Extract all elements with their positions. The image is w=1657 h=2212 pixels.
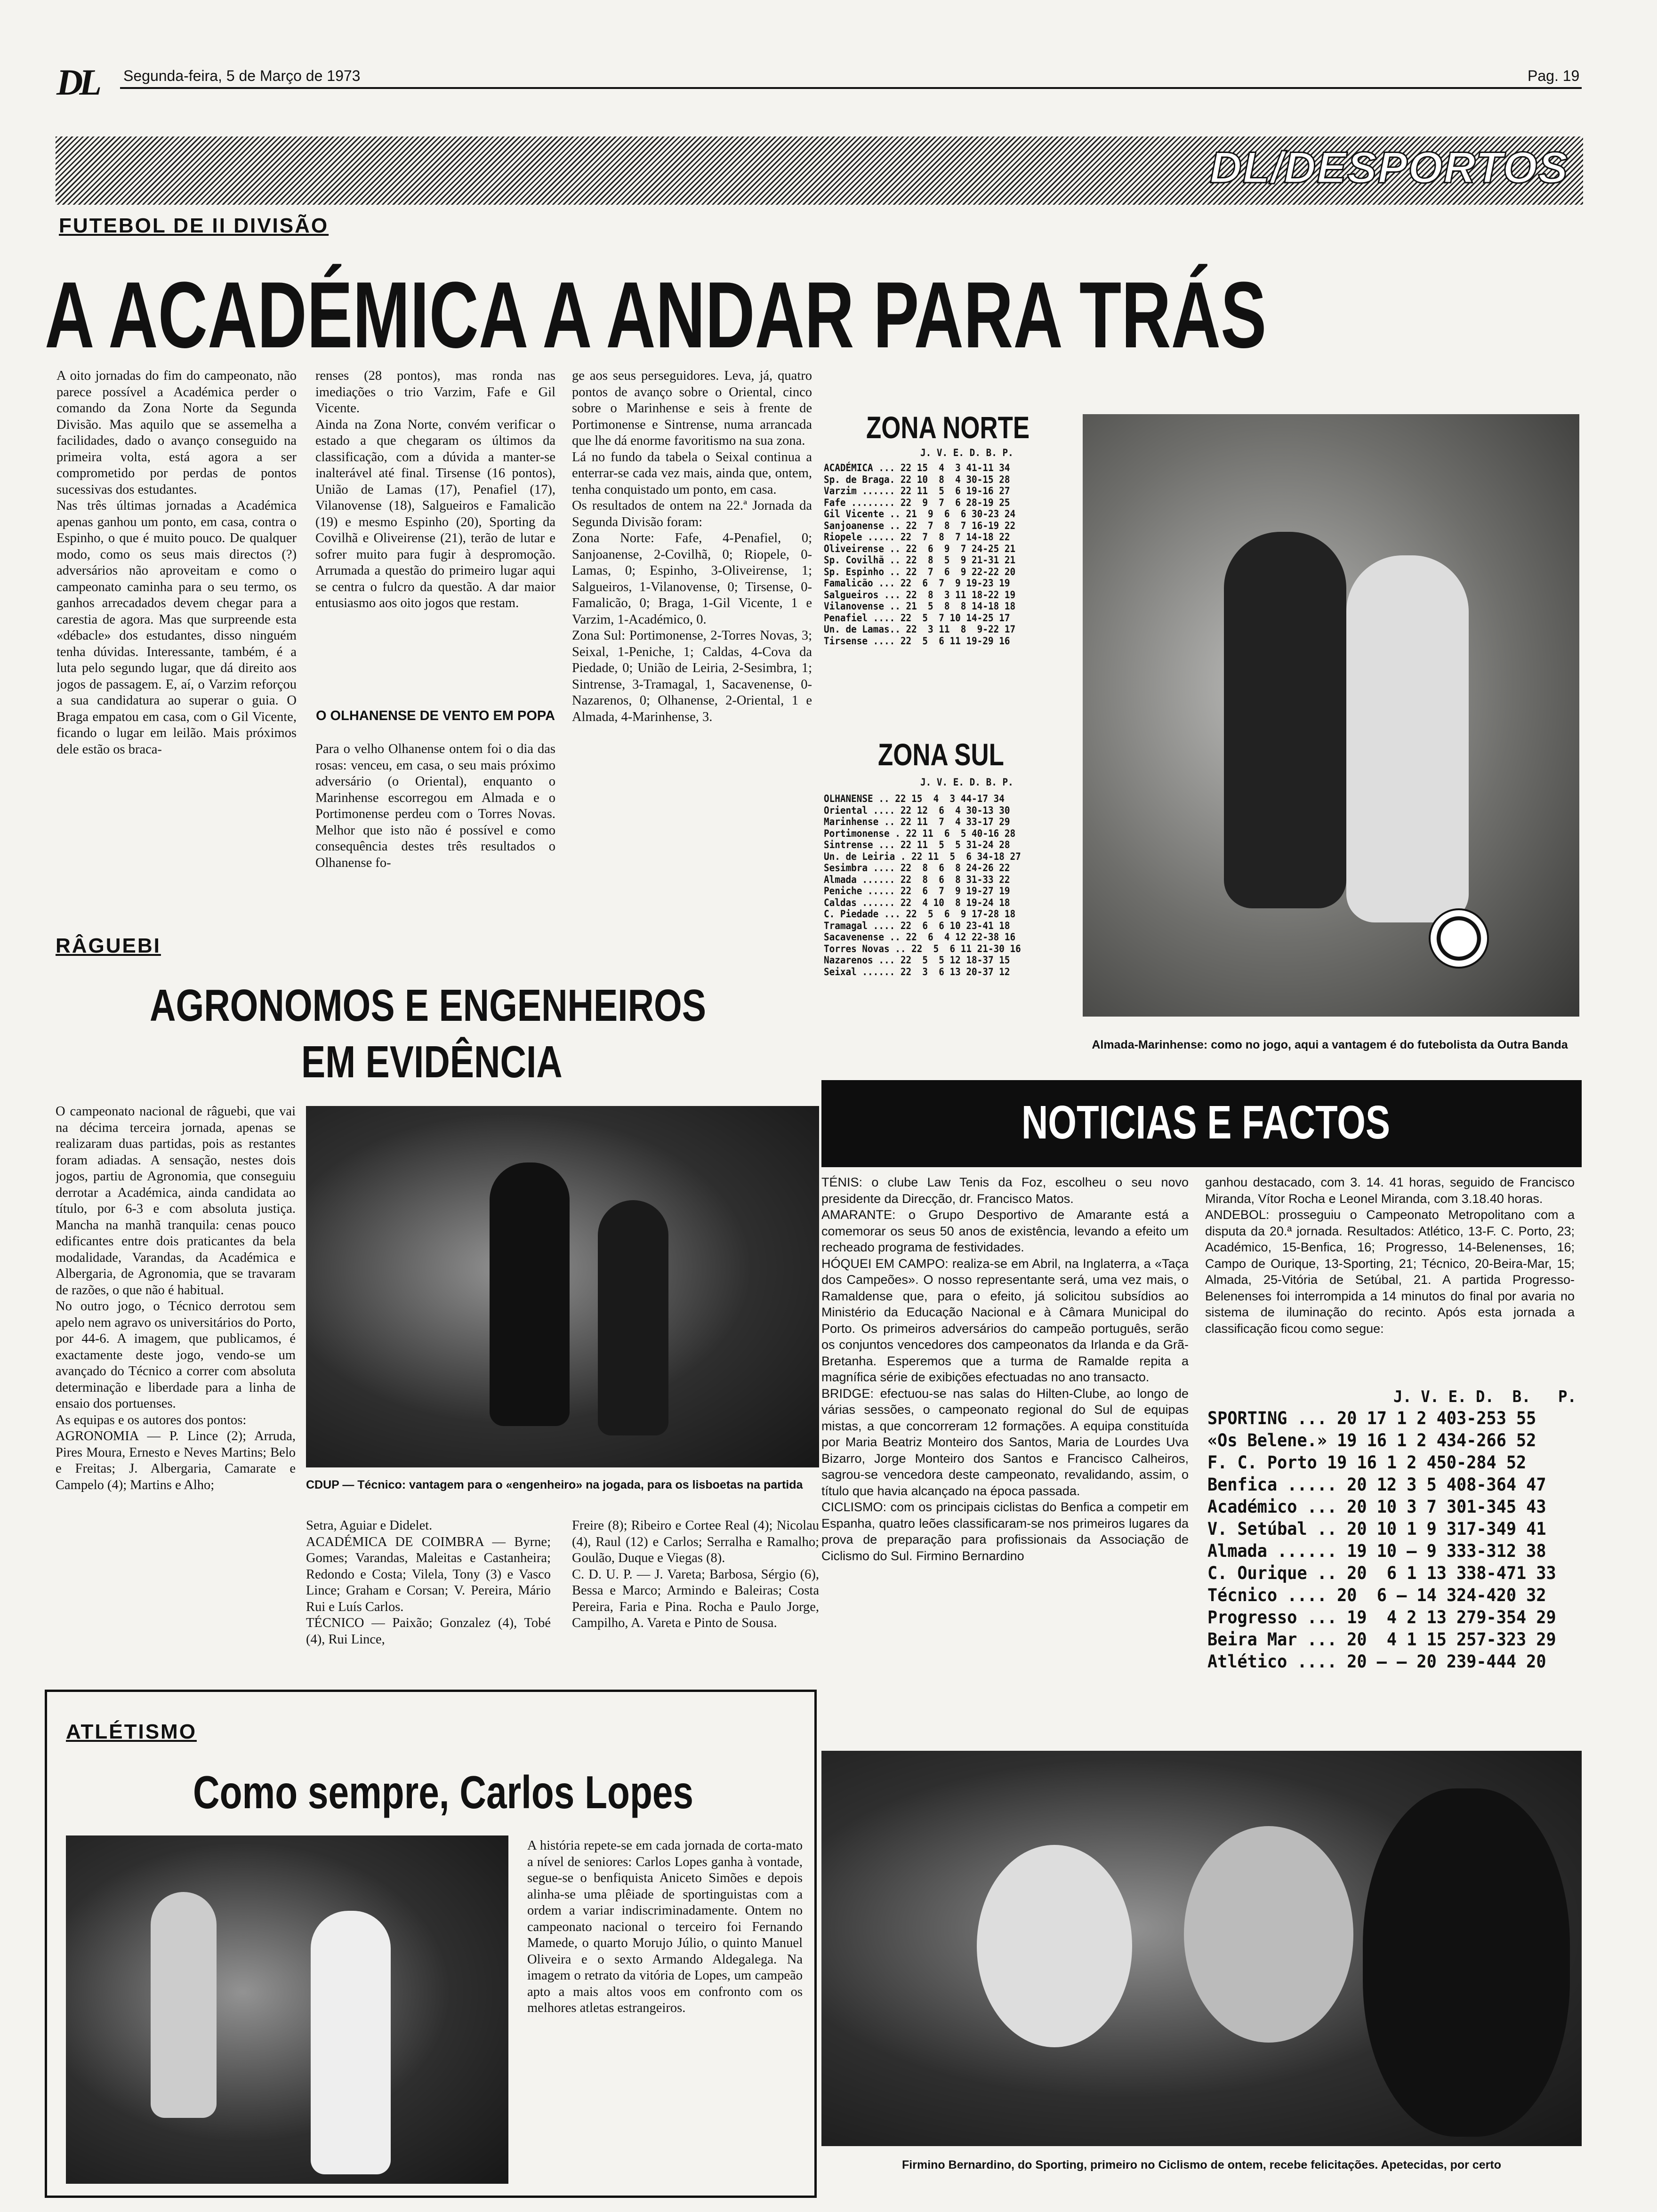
- table-row: Salgueiros ... 22 8 3 11 18-22 19: [824, 589, 1016, 601]
- article-raguebi-col1: O campeonato nacional de râguebi, que vai na décima terceira jornada, apenas se realizaram duas partidas, pois as restantes foram adiadas. A sensação, nestes dois jogos, partiu de Agronomia, que conseguiu derrotar a Académica, ainda candidata ao título, por 6-3 e com absoluta justiça. Mancha na manhã tranquila: cenas pouco edificantes entre dois praticantes da bela modalidade, Varandas, da Académica e Albergaria, de Agronomia, que se travaram de razões, o que não é habitual. No outro jogo, o Técnico derrotou sem apelo nem agravo os universitários do Porto, por 44-6. A imagem, que publicamos, é exactamente deste jogo, vendo-se um avançado do Técnico a correr com absoluta determinação e liberdade para a linha de ensaio dos portuenses. As equipas e os autores dos pontos: AGRONOMIA — P. Lince (2); Arruda, Pires Moura, Ernesto e Neves Martins; Belo e Freitas; J. Albergaria, Camarate e Campelo (4); Martins e Alho;: [56, 1104, 296, 1492]
- table-row: Un. de Leiria . 22 11 5 6 34-18 27: [824, 850, 1021, 862]
- headline-evidencia: EM EVIDÊNCIA: [301, 1037, 563, 1087]
- section-label-atletismo: ATLÉTISMO: [66, 1720, 197, 1743]
- table-row: Sp. Covilhã .. 22 8 5 9 21-31 21: [824, 554, 1016, 566]
- table-row: C. Ourique .. 20 6 1 13 338-471 33: [1207, 1563, 1556, 1583]
- table-row: Sacavenense .. 22 6 4 12 22-38 16: [824, 931, 1016, 943]
- section-label-futebol: FUTEBOL DE II DIVISÃO: [59, 214, 329, 237]
- photo-rugby-caption: CDUP — Técnico: vantagem para o «engenheiro» na jogada, para os lisboetas na partida: [306, 1478, 803, 1491]
- table-row: Benfica ..... 20 12 3 5 408-364 47: [1207, 1475, 1546, 1495]
- photo-cycling-caption: Firmino Bernardino, do Sporting, primeiro no Ciclismo de ontem, recebe felicitações. Apetecidas, por certo: [902, 2158, 1501, 2172]
- desportos-banner-label: DL/DESPORTOS: [1210, 143, 1569, 192]
- header-rule: [120, 87, 1582, 89]
- zona-norte-header: J. V. E. D. B. P.: [920, 447, 1014, 458]
- table-row: Beira Mar ... 20 4 1 15 257-323 29: [1207, 1629, 1556, 1650]
- football-player-shape-2: [1346, 555, 1469, 922]
- table-row: OLHANENSE .. 22 15 4 3 44-17 34: [824, 793, 1005, 804]
- table-row: V. Setúbal .. 20 10 1 9 317-349 41: [1207, 1519, 1546, 1539]
- article-raguebi-col3: Freire (8); Ribeiro e Cortee Real (4); Nicolau (4), Raul (12) e Carlos; Serralha e Ramalho; Goulão, Duque e Viegas (8). C. D. U. P. — J. Vareta; Barbosa, Sérgio (6), Bessa e Marco; Armindo e Baleiras; Costa Pereira, Faria e Pina. Rocha e Paulo Jorge, Campilho, A. Vareta e Pinto de Sousa.: [572, 1518, 819, 1630]
- subhead-olhanense: O OLHANENSE DE VENTO EM POPA: [315, 708, 555, 723]
- photo-football-match: [1083, 414, 1579, 1017]
- table-row: Portimonense . 22 11 6 5 40-16 28: [824, 827, 1016, 839]
- headline-agronomos: AGRONOMOS E ENGENHEIROS: [150, 980, 706, 1031]
- table-row: Seixal ...... 22 3 6 13 20-37 12: [824, 966, 1010, 978]
- article-futebol-col2b: Para o velho Olhanense ontem foi o dia das rosas: venceu, em casa, o seu mais próximo adversário (o Oriental), enquanto o Marinhense escorregou em Almada e o Portimonense perdeu com o Torres Novas. Melhor que isto não é possível e como consequência destes três resultados o Olhanense fo-: [315, 742, 555, 870]
- photo-cycling-celebration: [821, 1751, 1582, 2146]
- table-row: Peniche ..... 22 6 7 9 19-27 19: [824, 885, 1010, 897]
- page-number: Pag. 19: [1528, 67, 1580, 84]
- table-row: Técnico .... 20 6 — 14 324-420 32: [1207, 1585, 1546, 1605]
- table-row: Sintrense ... 22 11 5 5 31-24 28: [824, 839, 1010, 850]
- table-row: Un. de Lamas.. 22 3 11 8 9-22 17: [824, 624, 1016, 635]
- zona-norte-title: ZONA NORTE: [866, 410, 1030, 445]
- table-row: Tramagal .... 22 6 6 10 23-41 18: [824, 920, 1010, 931]
- table-row: Oliveirense .. 22 6 9 7 24-25 21: [824, 543, 1016, 554]
- face-shape-2: [1184, 1826, 1353, 2043]
- article-futebol-col3: ge aos seus perseguidores. Leva, já, quatro pontos de avanço sobre o Oriental, cinco sobre o Marinhense e seis à frente de Portimonense e Sintrense, numa arrancada que lhe dá enorme favoritismo na sua zona. Lá no fundo da tabela o Seixal continua a enterrar-se cada vez mais, ainda que, ontem, tenha conquistado um ponto, em casa. Os resultados de ontem na 22.ª Jornada da Segunda Divisão foram: Zona Norte: Fafe, 4-Penafiel, 0; Sanjoanense, 2-Covilhã, 0; Riopele, 0-Lamas, 0; Espinho, 3-Oliveirense, 1; Salgueiros, 1-Vilanovense, 0; Tirsense, 0-Famalicão, 0; Braga, 1-Gil Vicente, 1 e Varzim, 1-Académico, 0. Zona Sul: Portimonense, 2-Torres Novas, 3; Seixal, 1-Peniche, 1; Caldas, 4-Cova da Piedade, 0; União de Leiria, 2-Sesimbra, 1; Sintrense, 3-Tramagal, 1, Sacavenense, 0-Nazarenos, 0; Olhanense, 2-Oriental, 1 e Almada, 4-Marinhense, 3.: [572, 369, 812, 724]
- runner-shape: [311, 1911, 391, 2174]
- table-row: Famalicão ... 22 6 7 9 19-23 19: [824, 577, 1010, 589]
- hair-shape: [1363, 1788, 1570, 2137]
- table-row: «Os Belene.» 19 16 1 2 434-266 52: [1207, 1430, 1536, 1451]
- table-row: Fafe ........ 22 9 7 6 28-19 25: [824, 497, 1010, 508]
- table-row: Nazarenos ... 22 5 5 12 18-37 15: [824, 954, 1010, 966]
- table-row: Gil Vicente .. 21 9 6 6 30-23 24: [824, 508, 1016, 520]
- section-label-raguebi: RÂGUEBI: [56, 934, 161, 957]
- table-row: Sp. de Braga. 22 10 8 4 30-15 28: [824, 473, 1010, 485]
- article-raguebi-col2: Setra, Aguiar e Didelet. ACADÉMICA DE COIMBRA — Byrne; Gomes; Varandas, Maleitas e Castanheira; Redondo e Costa; Vilela, Tony (3) e Vasco Lince; Graham e Corsan; V. Pereira, Mário Rui e Luís Carlos. TÉCNICO — Paixão; Gonzalez (4), Tobé (4), Rui Lince,: [306, 1518, 551, 1647]
- photo-rugby-match: [306, 1106, 819, 1467]
- zona-sul-header: J. V. E. D. B. P.: [920, 777, 1014, 788]
- page-date: Segunda-feira, 5 de Março de 1973: [123, 67, 361, 84]
- table-row: Tirsense .... 22 5 6 11 19-29 16: [824, 635, 1010, 647]
- table-row: Almada ...... 22 8 6 8 31-33 22: [824, 874, 1010, 885]
- article-atletismo-body: A história repete-se em cada jornada de corta-mato a nível de seniores: Carlos Lopes ganha à vontade, segue-se o benfiquista Aniceto Simões e depois alinha-se uma plêiade de sportinguistas com a ordem a variar indiscriminadamente. Ontem no campeonato nacional o terceiro foi Fernando Mamede, o quarto Morujo Júlio, o quinto Manuel Oliveira e o sexto Armando Aldegalega. Na imagem o retrato da vitória de Lopes, um campeão apto a mais altos voos em confronto com os melhores atletas estrangeiros.: [527, 1838, 803, 2015]
- table-row: C. Piedade ... 22 5 6 9 17-28 18: [824, 908, 1016, 920]
- table-row: F. C. Porto 19 16 1 2 450-284 52: [1207, 1452, 1527, 1473]
- article-futebol-col1: A oito jornadas do fim do campeonato, não parece possível a Académica perder o comando da Zona Norte da Segunda Divisão. Mas aquilo que se assemelha a facilidades, dado o avanço conseguido na primeira volta, está agora a ser comprometido por perdas de pontos sucessivas dos estudantes. Nas três últimas jornadas a Académica apenas ganhou um ponto, em casa, contra o Espinho, o que é muito pouco. De qualquer modo, como os seus mais directos (?) adversários não aproveitam e como o campeonato caminha para o seu termo, os ganhos arrecadados devem chegar para a carestia de agora. Mas que surpreende esta «débacle» dos estudantes, disso ninguém tenha dúvidas. Interessante, também, é a luta pelo segundo lugar, que dá direito aos jogos de passagem. E, aí, o Varzim reforçou a sua candidatura ao superar o guia. O Braga empatou em casa, com o Gil Vicente, ficando o lugar em leilão. Mais próximos dele estão os braca-: [56, 369, 297, 757]
- headline-academica: A ACADÉMICA A ANDAR PARA TRÁS: [45, 263, 1267, 368]
- headline-carlos-lopes: Como sempre, Carlos Lopes: [193, 1766, 694, 1818]
- masthead-logo: DL: [56, 62, 98, 103]
- table-row: ACADÉMICA ... 22 15 4 3 41-11 34: [824, 462, 1010, 473]
- table-row: Oriental .... 22 12 6 4 30-13 30: [824, 804, 1010, 816]
- zona-sul-table: [824, 793, 1069, 978]
- table-row: SPORTING ... 20 17 1 2 403-253 55: [1207, 1408, 1536, 1428]
- table-row: Sanjoanense .. 22 7 8 7 16-19 22: [824, 520, 1016, 531]
- table-row: Varzim ...... 22 11 5 6 19-16 27: [824, 485, 1010, 497]
- article-futebol-col2: renses (28 pontos), mas ronda nas imediações o trio Varzim, Fafe e Gil Vicente. Ainda na Zona Norte, convém verificar o estado a que chegaram os últimos da classificação, com a dúvida a manter-se inalterável até final. Tirsense (16 pontos), União de Lamas (17), Penafiel (17), Vilanovense (18), Salgueiros e Famalicão (19) e mesmo Espinho (20), Sporting da Covilhã e Oliveirense (21), terão de lutar e sofrer muito para fugir à despromoção. Arrumada a questão do primeiro lugar aqui se centra o fulcro da questão. A dar maior entusiasmo aos oito jogos que restam.: [315, 369, 555, 610]
- runner-shape-2: [151, 1892, 217, 2118]
- table-row: Vilanovense .. 21 5 8 8 14-18 18: [824, 601, 1016, 612]
- table-row: Torres Novas .. 22 5 6 11 21-30 16: [824, 943, 1021, 954]
- rugby-player-shape-2: [598, 1200, 668, 1435]
- table-row: Sp. Espinho .. 22 7 6 9 22-22 20: [824, 566, 1016, 577]
- table-row: Progresso ... 19 4 2 13 279-354 29: [1207, 1607, 1556, 1627]
- table-row: Caldas ...... 22 4 10 8 19-24 18: [824, 897, 1010, 908]
- table-row: Marinhense .. 22 11 7 4 33-17 29: [824, 816, 1010, 827]
- rugby-player-shape: [490, 1162, 570, 1426]
- table-row: Riopele ..... 22 7 8 7 14-18 22: [824, 531, 1010, 543]
- face-shape: [977, 1845, 1132, 2047]
- photo-football-caption: Almada-Marinhense: como no jogo, aqui a vantagem é do futebolista da Outra Banda: [1092, 1038, 1568, 1051]
- andebol-header: J. V. E. D. B. P.: [1393, 1387, 1577, 1406]
- table-row: Académico ... 20 10 3 7 301-345 43: [1207, 1497, 1546, 1517]
- noticias-col2: ganhou destacado, com 3. 14. 41 horas, seguido de Francisco Miranda, Vítor Rocha e Leonel Miranda, com 3.18.40 horas. ANDEBOL: prosseguiu o Campeonato Metropolitano com a disputa da 20.ª jornada. Resultados: Atlético, 13-F. C. Porto, 23; Académico, 15-Benfica, 16; Progresso, 14-Belenenses, 16; Campo de Ourique, 13-Sporting, 21; Técnico, 20-Beira-Mar, 15; Almada, 25-Vitória de Setúbal, 21. A partida Progresso-Belenenses foi interrompida a 14 minutos do final por avaria no sistema de iluminação do recinto. Após esta jornada a classificação ficou como segue:: [1205, 1175, 1575, 1336]
- noticias-col1: TÉNIS: o clube Law Tenis da Foz, escolheu o seu novo presidente da Direcção, dr. Francisco Matos. AMARANTE: o Grupo Desportivo de Amarante está a comemorar os seus 50 anos de existência, levando a efeito um recheado programa de festividades. HÓQUEI EM CAMPO: realiza-se em Abril, na Inglaterra, a «Taça dos Campeões». O nosso representante será, uma vez mais, o Ramaldense que, para o efeito, já solicitou subsídios ao Ministério da Educação Nacional e à Câmara Municipal do Porto. Os primeiros adversários do campeão português, serão os conjuntos vencedores dos campeonatos da Irlanda e da Grã-Bretanha. Esperemos que a turma de Ramalde repita a magnífica série de exibições efectuadas no ano transacto. BRIDGE: efectuou-se nas salas do Hilten-Clube, ao longo de várias sessões, o campeonato regional do Sul de equipas mistas, a que concorreram 12 formações. A equipa constituída por Maria Beatriz Monteiro dos Santos, Maria de Lourdes Uva Bizarro, Jorge Monteiro dos Santos e Francisco Calheiros, sagrou-se vencedora deste campeonato, revalidando, assim, o título que havia alcançado na época passada. CICLISMO: com os principais ciclistas do Benfica a competir em Espanha, quatro leões classificaram-se nos primeiros lugares da prova de preparação para profissionais da Associação de Ciclismo do Sul. Firmino Bernardino: [821, 1175, 1189, 1563]
- andebol-table: [1207, 1407, 1575, 1673]
- zona-sul-title: ZONA SUL: [878, 737, 1004, 772]
- table-row: Penafiel .... 22 5 7 10 14-25 17: [824, 612, 1010, 624]
- photo-cross-country: [66, 1835, 508, 2184]
- noticias-banner-label: NOTICIAS E FACTOS: [1022, 1096, 1390, 1149]
- zona-norte-table: [824, 462, 1069, 647]
- table-row: Atlético .... 20 — — 20 239-444 20: [1207, 1651, 1546, 1672]
- table-row: Sesimbra .... 22 8 6 8 24-26 22: [824, 862, 1010, 874]
- football-ball-icon: [1429, 908, 1489, 969]
- table-row: Almada ...... 19 10 — 9 333-312 38: [1207, 1541, 1546, 1561]
- football-player-shape: [1224, 532, 1346, 908]
